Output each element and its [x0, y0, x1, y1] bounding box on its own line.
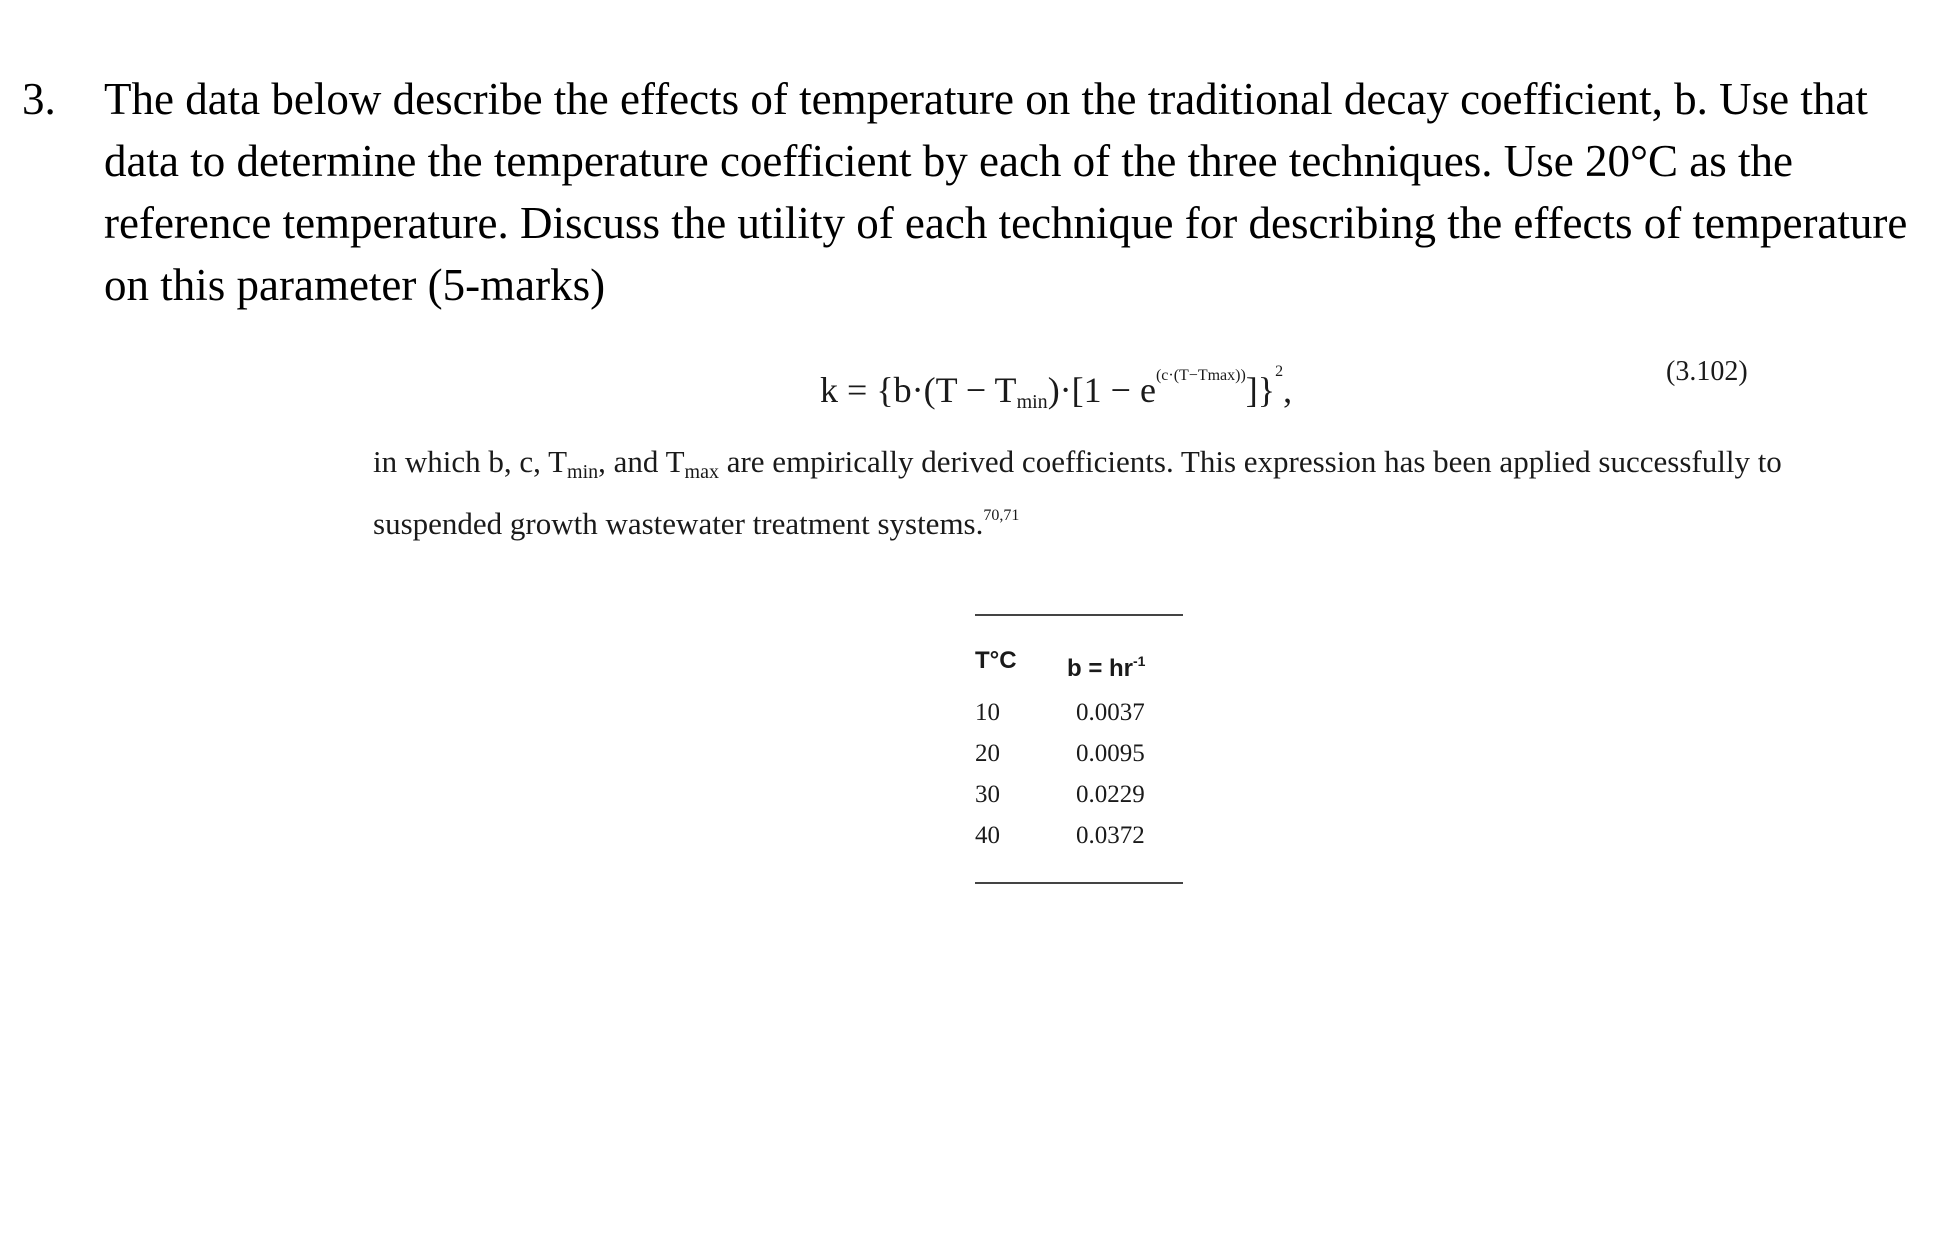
table-cell-b: 0.0037: [1076, 699, 1145, 726]
equation-lhs: k: [820, 370, 838, 410]
table-row: [975, 815, 1185, 856]
question-text: The data below describe the effects of temperature on the traditional decay coefficient, b. Use that data to determine the temperature coefficient by each of the three techniques. Use 20°C as the reference temperature. Discuss the utility of each technique for describing the effects of temperature on this parameter (5-marks): [104, 74, 1908, 310]
table-cell-temp: 10: [975, 699, 1000, 726]
table-cell-b: 0.0095: [1076, 740, 1145, 767]
equation-trail: ,: [1283, 370, 1293, 410]
table-cell-b: 0.0229: [1076, 781, 1145, 808]
desc-part3: are empirically derived coefficients. This expression has been applied successfully to suspended growth wastewater treatment systems.: [373, 444, 1782, 541]
table-cell-temp: 30: [975, 781, 1000, 808]
equation-formula: [820, 347, 1292, 427]
table-header: [975, 640, 1185, 682]
table-top-rule: [975, 614, 1183, 616]
equation-number: (3.102): [1666, 356, 1748, 387]
data-table: [975, 640, 1185, 856]
equation-description: [373, 440, 1793, 546]
equation-equals: =: [838, 370, 877, 410]
desc-references: 70,71: [983, 507, 1020, 524]
equation-open: {b·(T − T: [876, 370, 1017, 410]
equation-exponent: [1156, 367, 1246, 384]
question-block: [22, 68, 1922, 316]
desc-part2: , and T: [598, 444, 685, 479]
table-row: [975, 733, 1185, 774]
equation-tmin-sub: min: [1016, 391, 1048, 413]
equation-exponent-text: (c·(T−T: [1155, 367, 1208, 384]
table-cell-b: 0.0372: [1076, 822, 1145, 849]
table-body: [975, 692, 1185, 856]
desc-sub-max: max: [684, 461, 719, 483]
equation-power: 2: [1275, 363, 1284, 380]
equation-tmax-sub: max: [1207, 367, 1236, 384]
equation-close: ]}: [1245, 370, 1276, 410]
desc-sub-min: min: [567, 461, 599, 483]
table-cell-temp: 40: [975, 822, 1000, 849]
table-cell-temp: 20: [975, 740, 1000, 767]
question-number: 3.: [22, 74, 56, 124]
table-row: [975, 774, 1185, 815]
table-header-b: [1067, 640, 1145, 690]
equation-exponent-close: )): [1235, 367, 1246, 384]
table-header-b-sup: -1: [1133, 653, 1146, 669]
equation-mid: )·[1 − e: [1047, 370, 1156, 410]
desc-part1: in which b, c, T: [373, 444, 568, 479]
table-row: [975, 692, 1185, 733]
table-bottom-rule: [975, 882, 1183, 884]
table-header-b-main: b = hr: [1067, 655, 1134, 682]
table-header-temp: T°C: [975, 647, 1017, 674]
